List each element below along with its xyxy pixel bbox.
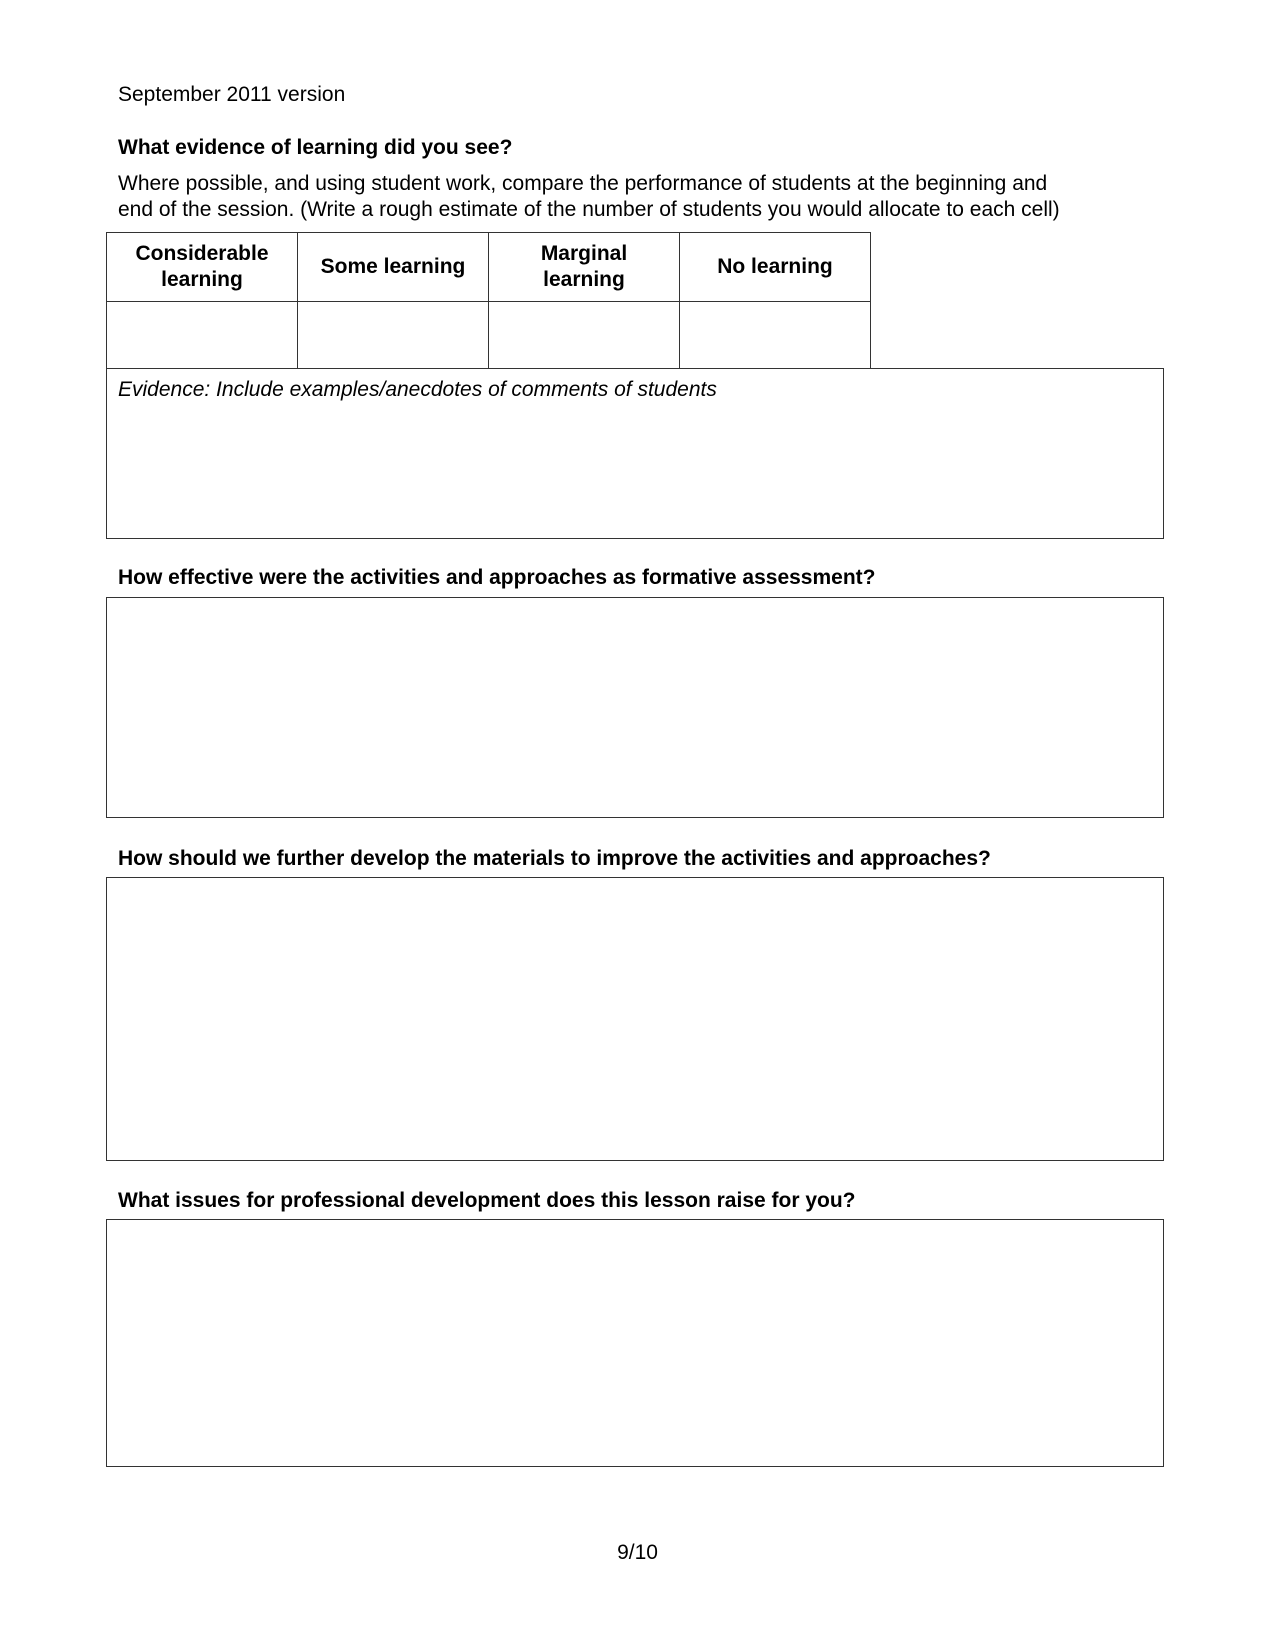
- professional-development-box[interactable]: [106, 1219, 1164, 1467]
- col-label: Some learning: [320, 255, 466, 278]
- learning-table-input-row: [107, 302, 871, 369]
- col-marginal-learning: [489, 233, 680, 302]
- evidence-box[interactable]: [106, 368, 1164, 539]
- formative-assessment-box[interactable]: [106, 597, 1164, 818]
- col-label: Marginal: [540, 242, 628, 265]
- version-label: September 2011 version: [118, 83, 346, 106]
- some-learning-cell[interactable]: [298, 302, 489, 369]
- instructions-line-2: end of the session. (Write a rough estimate of the number of students you would allocate to each cell): [118, 198, 1060, 221]
- col-label: Considerable: [135, 242, 269, 265]
- evidence-instructions: [118, 171, 1178, 223]
- materials-development-box[interactable]: [106, 877, 1164, 1161]
- formative-assessment-heading: How effective were the activities and approaches as formative assessment?: [118, 566, 876, 589]
- col-some-learning: [298, 233, 489, 302]
- learning-table-header-row: [107, 233, 871, 302]
- col-label: No learning: [717, 255, 833, 278]
- learning-table: [106, 232, 871, 369]
- marginal-learning-cell[interactable]: [489, 302, 680, 369]
- col-no-learning: [680, 233, 871, 302]
- no-learning-cell[interactable]: [680, 302, 871, 369]
- evidence-heading: What evidence of learning did you see?: [118, 136, 513, 159]
- considerable-learning-cell[interactable]: [107, 302, 298, 369]
- col-considerable-learning: [107, 233, 298, 302]
- professional-development-heading: What issues for professional development does this lesson raise for you?: [118, 1189, 856, 1212]
- col-label: learning: [161, 268, 243, 291]
- col-label: learning: [543, 268, 625, 291]
- materials-development-heading: How should we further develop the materials to improve the activities and approaches?: [118, 847, 991, 870]
- page-number: 9/10: [617, 1541, 658, 1564]
- evidence-box-label: Evidence: Include examples/anecdotes of comments of students: [118, 378, 717, 401]
- instructions-line-1: Where possible, and using student work, compare the performance of students at the beginning and: [118, 172, 1048, 195]
